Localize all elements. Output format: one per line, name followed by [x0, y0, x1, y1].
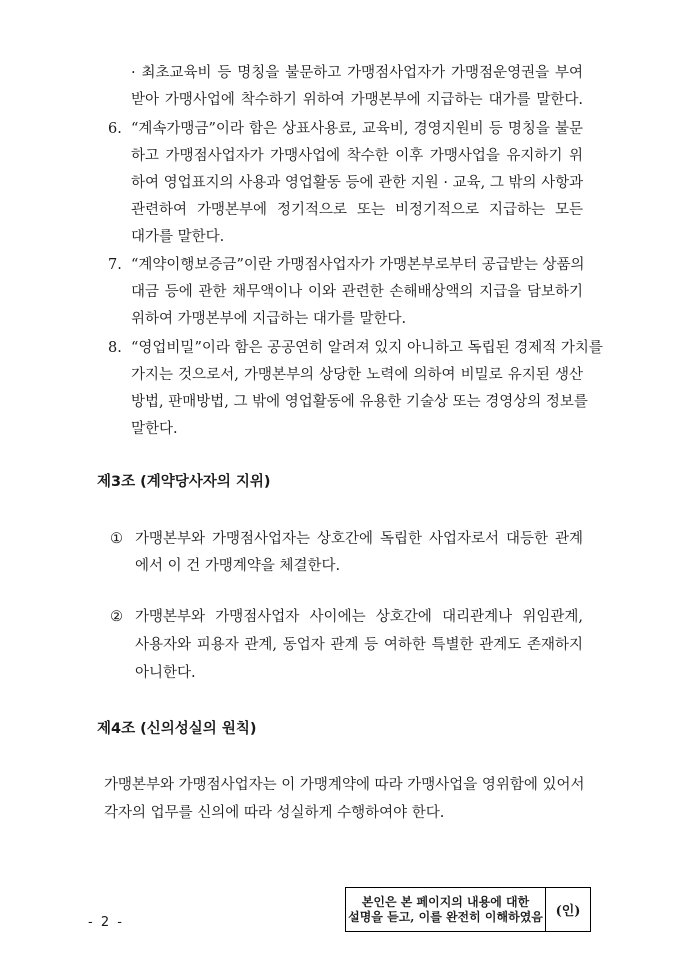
article-4-line-1: 가맹본부와 가맹점사업자는 이 가맹계약에 따라 가맹사업을 영위함에 있어서 — [104, 777, 585, 793]
item-7-number: 7. — [108, 257, 122, 273]
item-8-line-1: “영업비밀”이라 함은 공공연히 알려져 있지 아니하고 독립된 경제적 가치를 — [131, 340, 603, 356]
article-3-heading: 제3조 (계약당사자의 지위) — [97, 474, 271, 490]
item-8-line-2: 가지는 것으로서, 가맹본부의 상당한 노력에 의하여 비밀로 유지된 생산 — [131, 367, 583, 383]
item-6-line-2: 하고 가맹점사업자가 가맹사업에 착수한 이후 가맹사업을 유지하기 위 — [131, 148, 583, 164]
confirmation-line-1: 본인은 본 페이지의 내용에 대한 — [361, 894, 530, 909]
item-6-line-4: 관련하여 가맹본부에 정기적으로 또는 비정기적으로 지급하는 모든 — [131, 202, 583, 218]
clause-1-line-2: 에서 이 건 가맹계약을 체결한다. — [135, 558, 341, 574]
item-6-line-1: “계속가맹금”이라 함은 상표사용료, 교육비, 경영지원비 등 명칭을 불문 — [131, 121, 583, 137]
item-7-line-2: 대금 등에 관한 채무액이나 이와 관련한 손해배상액의 지급을 담보하기 — [131, 284, 583, 300]
page-number: - 2 - — [88, 915, 124, 930]
item5-line-2: 받아 가맹사업에 착수하기 위하여 가맹본부에 지급하는 대가를 말한다. — [131, 92, 583, 108]
item-7-line-3: 위하여 가맹본부에 지급하는 대가를 말한다. — [131, 311, 407, 327]
item-6-line-5: 대가를 말한다. — [131, 229, 225, 245]
item-7-line-1: “계약이행보증금”이란 가맹점사업자가 가맹본부로부터 공급받는 상품의 — [131, 257, 585, 273]
clause-2-line-1: 가맹본부와 가맹점사업자 사이에는 상호간에 대리관계나 위임관계, — [135, 609, 583, 625]
confirmation-box — [345, 887, 591, 932]
article-4-heading: 제4조 (신의성실의 원칙) — [97, 721, 257, 737]
clause-1-number: ① — [110, 531, 123, 547]
item-6-number: 6. — [108, 121, 122, 137]
item-8-line-4: 말한다. — [131, 421, 178, 437]
seal-field: (인) — [555, 904, 581, 919]
clause-1-line-1: 가맹본부와 가맹점사업자는 상호간에 독립한 사업자로서 대등한 관계 — [135, 531, 583, 547]
clause-2-number: ② — [110, 609, 123, 625]
item-6-line-3: 하여 영업표지의 사용과 영업활동 등에 관한 지원 · 교육, 그 밖의 사항과 — [131, 175, 584, 191]
clause-2-line-2: 사용자와 피용자 관계, 동업자 관계 등 여하한 특별한 관계도 존재하지 — [135, 637, 583, 653]
item-8-number: 8. — [108, 340, 122, 356]
confirmation-text — [346, 888, 546, 931]
confirmation-line-2: 설명을 듣고, 이를 완전히 이해하였음 — [348, 909, 543, 924]
article-4-line-2: 각자의 업무를 신의에 따라 성실하게 수행하여야 한다. — [104, 805, 445, 821]
clause-2-line-3: 아니한다. — [135, 665, 196, 681]
item-8-line-3: 방법, 판매방법, 그 밖에 영업활동에 유용한 기술상 또는 경영상의 정보를 — [131, 394, 588, 410]
item5-line-1: · 최초교육비 등 명칭을 불문하고 가맹점사업자가 가맹점운영권을 부여 — [131, 65, 583, 81]
